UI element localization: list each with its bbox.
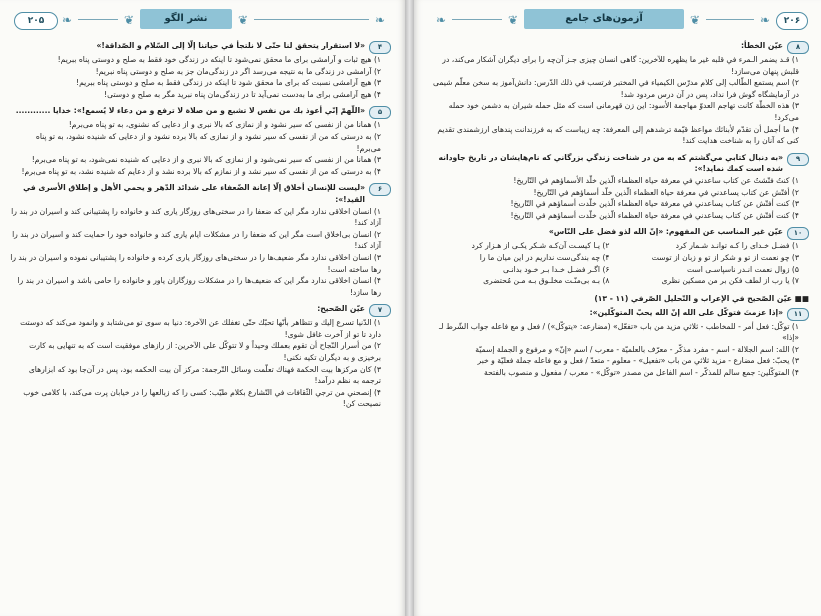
option: ۴) هیچ آرامشی برای ما به‌دست نمی‌آید تا در زندگی‌مان پناه نبرید مگر به صلح و دوستی! (104, 89, 381, 99)
question-number-badge: ۷ (369, 304, 391, 317)
scroll-ornament-icon: ❧ (435, 13, 447, 27)
option: ۳) كنت أفتّش عن كتاب يساعدني في معرفة حياة العظماء الّذين خلّدت أسماؤهم في التّاريخ! (510, 199, 799, 209)
option: ۳) انسان اخلاقی ندارد مگر ضعیف‌ها را در سختی‌های روزگار یاری کرده و خانواده را پشتیبانی نموده و اسیران در بند را رها ساخته است! (10, 252, 381, 274)
right-page-header (428, 6, 809, 34)
scroll-ornament-icon: ❦ (507, 13, 519, 27)
option: ۲) اسم يستمع الطّالب إلى كلام مدرّس الكيمياء في المختبر فرتسب في ذلك الدّرس: دانش‌آموز به سخن معلّم شیمی در آزمایشگاه گوش فرا نداد، پس در آن درس مردود شد! (433, 78, 799, 99)
option: ۳) هیچ آرامشی نسبت که برای ما محقق شود تا اینکه در زندگی فقط به صلح و دوستی پناه ببریم! (76, 78, 381, 88)
option: ۴) ما أجمل أن تقدّم لأبنائك مواعظ قيّمة ترشدهم إلى المعرفة: چه زیباست که به فرزندانت پندهای ارزشمندی تقدیم کنی که آنان را به شناخت هدایت کند! (437, 124, 799, 146)
option: ۳) هذه الخطّة كانت تهاجم العدوّ مهاجمة الأسود: این زن قهرمانی است که مثل حمله شیران به دشمن خود حمله می‌کرد! (448, 101, 799, 122)
option: ۲) من أسرار النّجاح أن تقوم بعملك وحيداً و لا تتوكّل على الآخرين: از رازهای موفقیت است که به تنهایی به کارت برخیزی و به دیگران تکیه نکنی! (29, 341, 381, 363)
option: ۴) المتوكّلين: جمع سالم للمذكّر - اسم الفاعل من مصدر «توكّل» - معرب / مفعول و منصوب بالفتحة (484, 368, 799, 378)
option: ۳) كان مركزها بيت الحكمة فهناك تعلّمت وسائل التّرجمة: مرکز آن بیت الحکمه بود، پس در آن‌جا بود که ابزارهای ترجمه به نظم درآمد! (28, 364, 381, 386)
poem-line: ۱) فضـل خـدای را کـه توانـد شـمار کرد (675, 241, 799, 251)
question-stem: «إذا عزمتَ فتوكّل على الله إنّ الله يحبّ المتوكّلين»: (589, 307, 783, 317)
left-page-header (10, 6, 391, 34)
scroll-ornament-icon: ❦ (123, 13, 135, 27)
question-stem: «به دنبال كتابي مي‌گشتم كه به من در شناخت زندگي بزرگاني كه نام‌هايشان در تاريخ جاودانه شده است كمك نمايد!»: (438, 152, 783, 174)
header-rule (254, 19, 369, 20)
poem-line: ۵) زوال نعمت انـدر ناسپاسـی است (686, 264, 799, 274)
question-8 (428, 40, 809, 147)
option: ۱) همانا من از نفسی که سیر نشود و از نمازی که بالا نبری و از دعایی که نشنوی، به تو پناه می‌برم! (68, 120, 381, 130)
question-stem: عيّن الصّحيح: (317, 304, 365, 314)
question-6 (10, 182, 391, 298)
book-title-tab: نشر الگو (140, 9, 232, 29)
scroll-ornament-icon: ❧ (759, 13, 771, 27)
option: ۱) انسان اخلاقی ندارد مگر این که ضعفا را در سختی‌های روزگار یاری کند و خانواده را پشتیبانی کند و اسیران در بند را آزاد کند! (11, 206, 381, 228)
scroll-ornament-icon: ❦ (237, 13, 249, 27)
option: ۱) كنتُ فتّشتُ عن كتاب ساعدني في معرفة حياة العظماء الّذين خلّد الأسماؤهم في التّاريخ! (513, 175, 799, 185)
question-number-badge: ۶ (369, 183, 391, 196)
question-number-badge: ۱۰ (787, 227, 809, 240)
option: ۱) قـد يضمر الـمرء في قلبه غير ما يظهره للآخرين: گاهی انسان چیزی جـز آن‌چه را برای دیگران آشکار می‌کند، در قلبش پنهان می‌سازد! (442, 55, 799, 76)
question-7 (10, 303, 391, 410)
scroll-ornament-icon: ❦ (689, 13, 701, 27)
poem-line: ۳) چو نعمت از تو و شکر از تو و زبان از توست (651, 252, 799, 262)
question-4 (10, 40, 391, 100)
book-title-tab: آزمون‌های جامع (524, 9, 684, 29)
option: ۲) أفتّش عن كتاب يساعدني في معرفة حياة العظماء الّذين خلّد أسماؤهم في التّاريخ! (533, 187, 799, 197)
left-page (0, 0, 405, 616)
option: ۴) كنت أفتّش عن كتاب يساعدني في معرفة حياة العظماء الّذين خلّدت أسماؤهم في التّاريخ! (510, 210, 799, 220)
question-11 (428, 307, 809, 379)
book-gutter (405, 0, 414, 616)
page-number-badge: ۲۰۵ (14, 12, 58, 30)
question-number-badge: ۴ (369, 41, 391, 54)
scroll-ornament-icon: ❧ (374, 13, 386, 27)
question-number-badge: ۹ (787, 153, 809, 166)
header-rule (78, 19, 118, 20)
question-stem: عيّن الخطأ: (741, 41, 783, 50)
poem-line: ۷) یا رب از لطف فکن بر من مسکین نظری (661, 276, 799, 286)
question-stem: «لا استقرار يتحقق لنا حتّى لا نلتجأ في حياتنا إلّا إلى السّلام و الصّداقة!» (96, 41, 365, 50)
header-rule (452, 19, 502, 20)
question-number-badge: ۵ (369, 106, 391, 119)
option: ۳) يحبّ: فعل مضارع - مزيد ثلاثي من باب «تفعيل» - معلوم - متعدّ / فعل و مع فاعله جملة فعليّة و خبر (477, 356, 799, 366)
option: ۲) آرامشی در زندگی ما به نتیجه می‌رسد اگر در زندگی‌مان جز به صلح و دوستی پناه نبریم! (95, 66, 381, 76)
poem-line: ۸) بـه بی‌منّـت مخلـوق بـه مـن مُحتضری (483, 276, 610, 286)
header-rule (706, 19, 754, 20)
question-number-badge: ۱۱ (787, 308, 809, 321)
question-stem: «ليست للإنسان أخلاق إلّا إعانة الضّعفاء على شدائد الدّهر و يحمي الأهل و إطلاق الأسرى في القيد!»: (23, 183, 365, 204)
poem-line: ۲) یـا کیسـت آن‌کـه شـکر یکـی از هـزار کرد (471, 241, 610, 251)
option: ۲) الله: اسم الجلالة - اسم - مفرد مذكّر - معرّف بالعلميّة - معرب / اسم «إنّ» و مرفوع و الجملة إسميّة (475, 344, 799, 354)
question-stem: عيّن غير المناسب عن المفهوم: «إنّ الله لذو فضل على النّاس» (548, 227, 783, 237)
option: ۴) انسان اخلاقی ندارد مگر این که ضعیف‌ها را در مشکلات روزگاران یاور و خانواده را حامی باشد و اسیران در بند را رها سازد! (17, 276, 381, 297)
option: ۳) همانا من از نفسی که سیر نمی‌شود و از نمازی که بالا نبری و از دعایی که شنیده نمی‌شود، به تو پناه می‌برم! (31, 155, 381, 165)
section-title: عيّن الصّحيح في الإعراب و التّحليل الصّرفي (۱۱ - ۱۳) (594, 293, 792, 303)
option: ۲) انسان بی‌اخلاق است مگر این که ضعفا را در مشکلات ایام یاری کند و خانواده خود را حمایت کند و اسیران در بند را آزاد کند! (12, 229, 381, 251)
poem-line: ۶) اگـر فضـل خـدا بـر خـود بدانـی (502, 264, 610, 274)
option: ۴) إنصحني من ترجي الثّقافات في التّشارع بكلام طيّب: کسی را که زبالعها را در خیابان پرت می‌کند، با کلامی خوب نصیحت کن! (23, 387, 381, 409)
page-number-badge: ۲۰۶ (776, 12, 808, 30)
question-5 (10, 105, 391, 177)
poem-options (428, 240, 809, 286)
option: ۱) هیچ ثبات و آرامشی برای ما محقق نمی‌شود تا اینکه در زندگی خود فقط به صلح و دوستی پناه ببریم! (57, 55, 381, 64)
section-heading: ■■ عيّن الصّحيح في الإعراب و التّحليل الصّرفي (۱۱ - ۱۳) (594, 293, 809, 303)
scroll-ornament-icon: ❧ (61, 13, 73, 27)
poem-line: ۴) چه بندگی‌ست نداریم در این میان ما را (479, 252, 610, 262)
question-stem: «اللّهمّ إنّي أعوذ بك من نفس لا تشبع و من صلاة لا ترفع و من دعاء لا يُسمع!»: خدایا ............ (15, 106, 365, 116)
option: ۱) توكّل: فعل أمر - للمخاطب - ثلاثي مزيد من باب «تفعّل» (مضارعه: «يتوكّل») / فعل و مع فاعله جواب الشّرط لـ «إذا» (438, 321, 799, 343)
question-9 (428, 152, 809, 222)
option: ۱) الدّنيا تسرع إليك و تتظاهر بأنّها تحبّك حتّى تغفلك عن الآخرة: دنیا به سوی تو می‌شتابد و وانمود می‌کند که دوستت دارد تا تو از آخرت غافل شوی! (20, 318, 381, 339)
question-10 (428, 226, 809, 286)
question-number-badge: ۸ (787, 41, 809, 54)
option: ۴) به درستی که من از نفسی که سیر نشد و از نمازم که بالا برده نشد و از دعایم که شنیده نشد، به تو پناه می‌برم! (21, 166, 381, 176)
right-page (414, 0, 821, 616)
option: ۲) به درستی که من از نفسی که سیر نشود و از نمازی که بالا برده نشود و از دعایی که شنیده نشود، به تو پناه می‌برم! (35, 131, 381, 153)
